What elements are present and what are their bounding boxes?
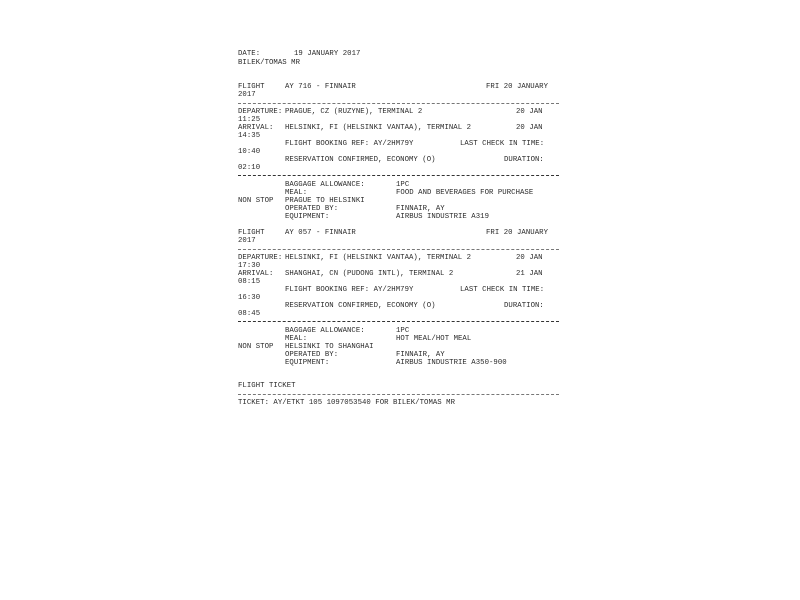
flight-2-meal: HOT MEAL/HOT MEAL (396, 335, 472, 343)
ticket-title-line (238, 382, 560, 391)
flight-1-meal: FOOD AND BEVERAGES FOR PURCHASE (396, 189, 534, 197)
flight-1-arrival-label: ARRIVAL: (238, 124, 274, 132)
flight-2-operated-label: OPERATED BY: (285, 351, 339, 359)
flight-1-departure-label: DEPARTURE: (238, 108, 283, 116)
flight-2-equipment: AIRBUS INDUSTRIE A350-900 (396, 359, 507, 367)
flight-2-departure-date: 20 JAN (516, 254, 543, 262)
flight-1-year: 2017 (238, 91, 256, 99)
flight-2-duration-line (238, 310, 560, 319)
flight-1-departure-date: 20 JAN (516, 108, 543, 116)
date-label: DATE: (238, 50, 261, 58)
flight-2-arrival-place: SHANGHAI, CN (PUDONG INTL), TERMINAL 2 (285, 270, 454, 278)
flight-1-top-rule (238, 103, 559, 104)
flight-1-checkin-label: LAST CHECK IN TIME: (460, 140, 545, 148)
flight-1-equipment-line (238, 213, 560, 222)
flight-1-arrival-time: 14:35 (238, 132, 261, 140)
flight-2-route: HELSINKI TO SHANGHAI (285, 343, 374, 351)
flight-1-reservation: RESERVATION CONFIRMED, ECONOMY (O) (285, 156, 436, 164)
passenger-line (238, 59, 560, 68)
flight-1-duration: 02:10 (238, 164, 261, 172)
flight-1-meal-label: MEAL: (285, 189, 308, 197)
ticket-number: TICKET: AY/ETKT 105 1097053540 FOR BILEK/TOMAS MR (238, 399, 456, 407)
flight-2-duration: 08:45 (238, 310, 261, 318)
flight-1-arrival-place: HELSINKI, FI (HELSINKI VANTAA), TERMINAL 2 (285, 124, 472, 132)
flight-2-label: FLIGHT (238, 229, 265, 237)
flight-1-checkin-time: 10:40 (238, 148, 261, 156)
flight-2-mid-rule (238, 321, 559, 322)
flight-2-arrival-label: ARRIVAL: (238, 270, 274, 278)
flight-1-nonstop-label: NON STOP (238, 197, 274, 205)
flight-1-departure-place: PRAGUE, CZ (RUZYNE), TERMINAL 2 (285, 108, 423, 116)
flight-2-booking-ref: FLIGHT BOOKING REF: AY/2HM79Y (285, 286, 414, 294)
flight-1-date: FRI 20 JANUARY (486, 83, 549, 91)
ticket-rule (238, 394, 559, 395)
flight-2-equipment-line (238, 359, 560, 368)
ticket-line (238, 399, 560, 408)
ticket-section-title: FLIGHT TICKET (238, 382, 296, 390)
flight-2-arrival-time: 08:15 (238, 278, 261, 286)
flight-2-top-rule (238, 249, 559, 250)
flight-1-mid-rule (238, 175, 559, 176)
flight-2-baggage: 1PC (396, 327, 410, 335)
flight-2-equipment-label: EQUIPMENT: (285, 359, 330, 367)
flight-1-number: AY 716 - FINNAIR (285, 83, 356, 91)
flight-1-duration-line (238, 164, 560, 173)
flight-2-date: FRI 20 JANUARY (486, 229, 549, 237)
flight-1-operated-by: FINNAIR, AY (396, 205, 445, 213)
flight-2-checkin-label: LAST CHECK IN TIME: (460, 286, 545, 294)
flight-2-baggage-label: BAGGAGE ALLOWANCE: (285, 327, 365, 335)
flight-1-baggage-label: BAGGAGE ALLOWANCE: (285, 181, 365, 189)
flight-2-arrival-date: 21 JAN (516, 270, 543, 278)
date-line (238, 50, 560, 59)
flight-2-checkin-time: 16:30 (238, 294, 261, 302)
flight-2-departure-place: HELSINKI, FI (HELSINKI VANTAA), TERMINAL 2 (285, 254, 472, 262)
flight-1-booking-ref: FLIGHT BOOKING REF: AY/2HM79Y (285, 140, 414, 148)
flight-1-year-line (238, 91, 560, 100)
date-value: 19 JANUARY 2017 (294, 50, 361, 58)
flight-1-equipment: AIRBUS INDUSTRIE A319 (396, 213, 490, 221)
itinerary-document (238, 48, 560, 428)
flight-1-route: PRAGUE TO HELSINKI (285, 197, 365, 205)
flight-1-operated-label: OPERATED BY: (285, 205, 339, 213)
flight-2-number: AY 057 - FINNAIR (285, 229, 356, 237)
flight-2-year: 2017 (238, 237, 256, 245)
flight-2-year-line (238, 237, 560, 246)
flight-2-duration-label: DURATION: (504, 302, 544, 310)
flight-1-arrival-date: 20 JAN (516, 124, 543, 132)
flight-2-departure-time: 17:30 (238, 262, 261, 270)
flight-2-meal-label: MEAL: (285, 335, 308, 343)
flight-1-duration-label: DURATION: (504, 156, 544, 164)
passenger-name: BILEK/TOMAS MR (238, 59, 301, 67)
flight-2-nonstop-label: NON STOP (238, 343, 274, 351)
flight-1-departure-time: 11:25 (238, 116, 261, 124)
flight-1-equipment-label: EQUIPMENT: (285, 213, 330, 221)
flight-1-label: FLIGHT (238, 83, 265, 91)
flight-2-reservation: RESERVATION CONFIRMED, ECONOMY (O) (285, 302, 436, 310)
flight-1-baggage: 1PC (396, 181, 410, 189)
flight-2-departure-label: DEPARTURE: (238, 254, 283, 262)
flight-2-operated-by: FINNAIR, AY (396, 351, 445, 359)
